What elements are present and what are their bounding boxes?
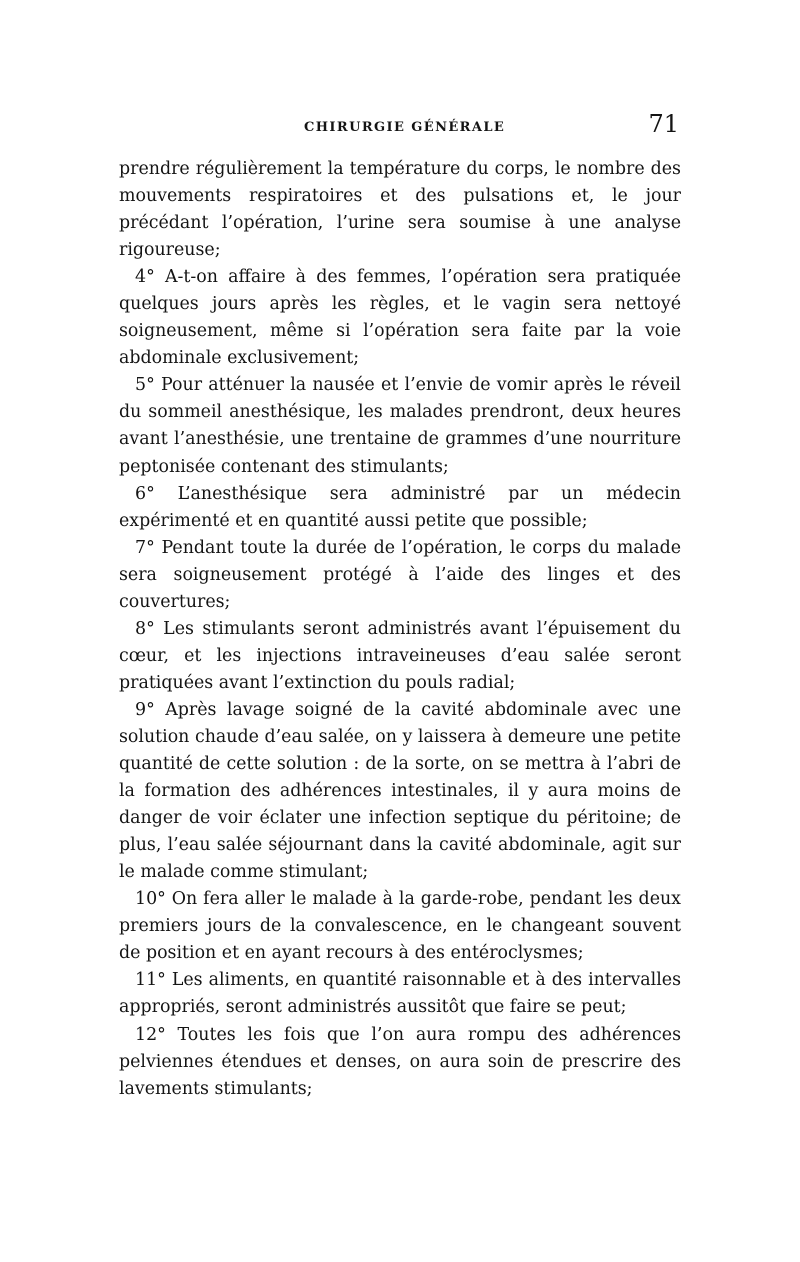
list-item-6: 6° L’anesthésique sera administré par un médecin expérimenté et en quantité aussi petite que possible; [119, 483, 681, 531]
list-item-12: 12° Toutes les fois que l’on aura rompu des adhérences pelviennes étendues et denses, on aura soin de prescrire des lavements stimulants; [119, 1024, 681, 1099]
list-item-11: 11° Les aliments, en quantité raisonnable et à des intervalles appropriés, seront administrés aussitôt que faire se peut; [119, 970, 681, 1018]
running-title: CHIRURGIE GÉNÉRALE [304, 120, 506, 135]
list-item-7: 7° Pendant toute la durée de l’opération, le corps du malade sera soigneusement protégé à l’aide des linges et des couvertures; [119, 537, 681, 612]
book-page [119, 108, 681, 1103]
list-item-10: 10° On fera aller le malade à la garde-robe, pendant les deux premiers jours de la convalescence, en le changeant souvent de position et en ayant recours à des entéroclysmes; [119, 889, 681, 964]
page-header [119, 108, 681, 148]
list-item-9: 9° Après lavage soigné de la cavité abdominale avec une solution chaude d’eau salée, on y laissera à demeure une petite quantité de cette solution : de la sorte, on se mettra à l’abri de la formation des adhérences intestinales, il y aura moins de danger de voir éclater une infection septique du péritoine; de plus, l’eau salée séjournant dans la cavité abdominale, agit sur le malade comme stimulant; [119, 699, 681, 883]
list-item-5: 5° Pour atténuer la nausée et l’envie de vomir après le réveil du sommeil anesthésique, les malades prendront, deux heures avant l’anesthésie, une trentaine de grammes d’une nourriture peptonisée contenant des stimulants; [119, 375, 681, 477]
list-item-4: 4° A-t-on affaire à des femmes, l’opération sera pratiquée quelques jours après les règles, et le vagin sera nettoyé soigneusement, même si l’opération sera faite par la voie abdominale exclusivement; [119, 267, 681, 369]
body-text [119, 156, 681, 1103]
list-item-8: 8° Les stimulants seront administrés avant l’épuisement du cœur, et les injections intraveineuses d’eau salée seront pratiquées avant l’extinction du pouls radial; [119, 618, 681, 693]
paragraph-continued: prendre régulièrement la température du corps, le nombre des mouvements respiratoires et des pulsations et, le jour précédant l’opération, l’urine sera soumise à une analyse rigoureuse; [119, 159, 681, 261]
page-number: 71 [648, 110, 679, 138]
